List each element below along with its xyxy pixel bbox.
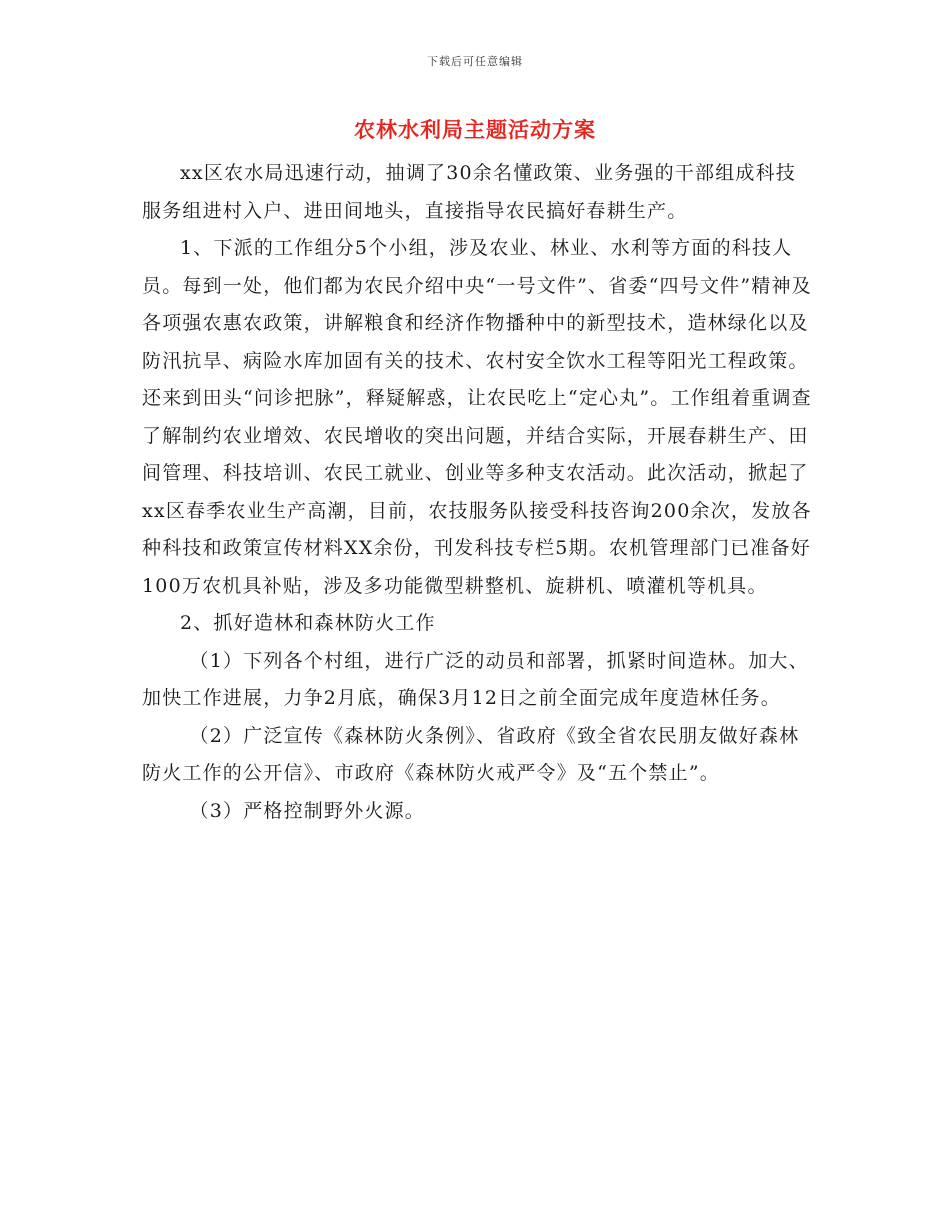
document-body: [142, 155, 812, 830]
document-title: 农林水利局主题活动方案: [354, 117, 596, 142]
paragraph-section-1: 1、下派的工作组分5个小组，涉及农业、林业、水利等方面的科技人员。每到一处，他们都为农民介绍中央“一号文件”、省委“四号文件”精神及各项强农惠农政策，讲解粮食和经济作物播种中的新型技术，造林绿化以及防汛抗旱、病险水库加固有关的技术、农村安全饮水工程等阳光工程政策。还来到田头“问诊把脉”，释疑解惑，让农民吃上“定心丸”。工作组着重调查了解制约农业增效、农民增收的突出问题，并结合实际，开展春耕生产、田间管理、科技培训、农民工就业、创业等多种支农活动。此次活动，掀起了xx区春季农业生产高潮，目前，农技服务队接受科技咨询200余次，发放各种科技和政策宣传材料XX余份，刊发科技专栏5期。农机管理部门已准备好100万农机具补贴，涉及多功能微型耕整机、旋耕机、喷灌机等机具。: [142, 237, 812, 597]
paragraph-item-1: （1）下列各个村组，进行广泛的动员和部署，抓紧时间造林。加大、加快工作进展，力争2月底，确保3月12日之前全面完成年度造林任务。: [142, 649, 809, 709]
header-note: 下载后可任意编辑: [427, 55, 523, 68]
paragraph-section-2-heading: 2、抓好造林和森林防火工作: [180, 612, 436, 634]
paragraph-item-2: （2）广泛宣传《森林防火条例》、省政府《致全省农民朋友做好森林防火工作的公开信》、市政府《森林防火戒严令》及“五个禁止”。: [142, 724, 800, 784]
paragraph-intro: xx区农水局迅速行动，抽调了30余名懂政策、业务强的干部组成科技服务组进村入户、进田间地头，直接指导农民搞好春耕生产。: [142, 162, 797, 222]
paragraph-item-3: （3）严格控制野外火源。: [189, 799, 425, 822]
